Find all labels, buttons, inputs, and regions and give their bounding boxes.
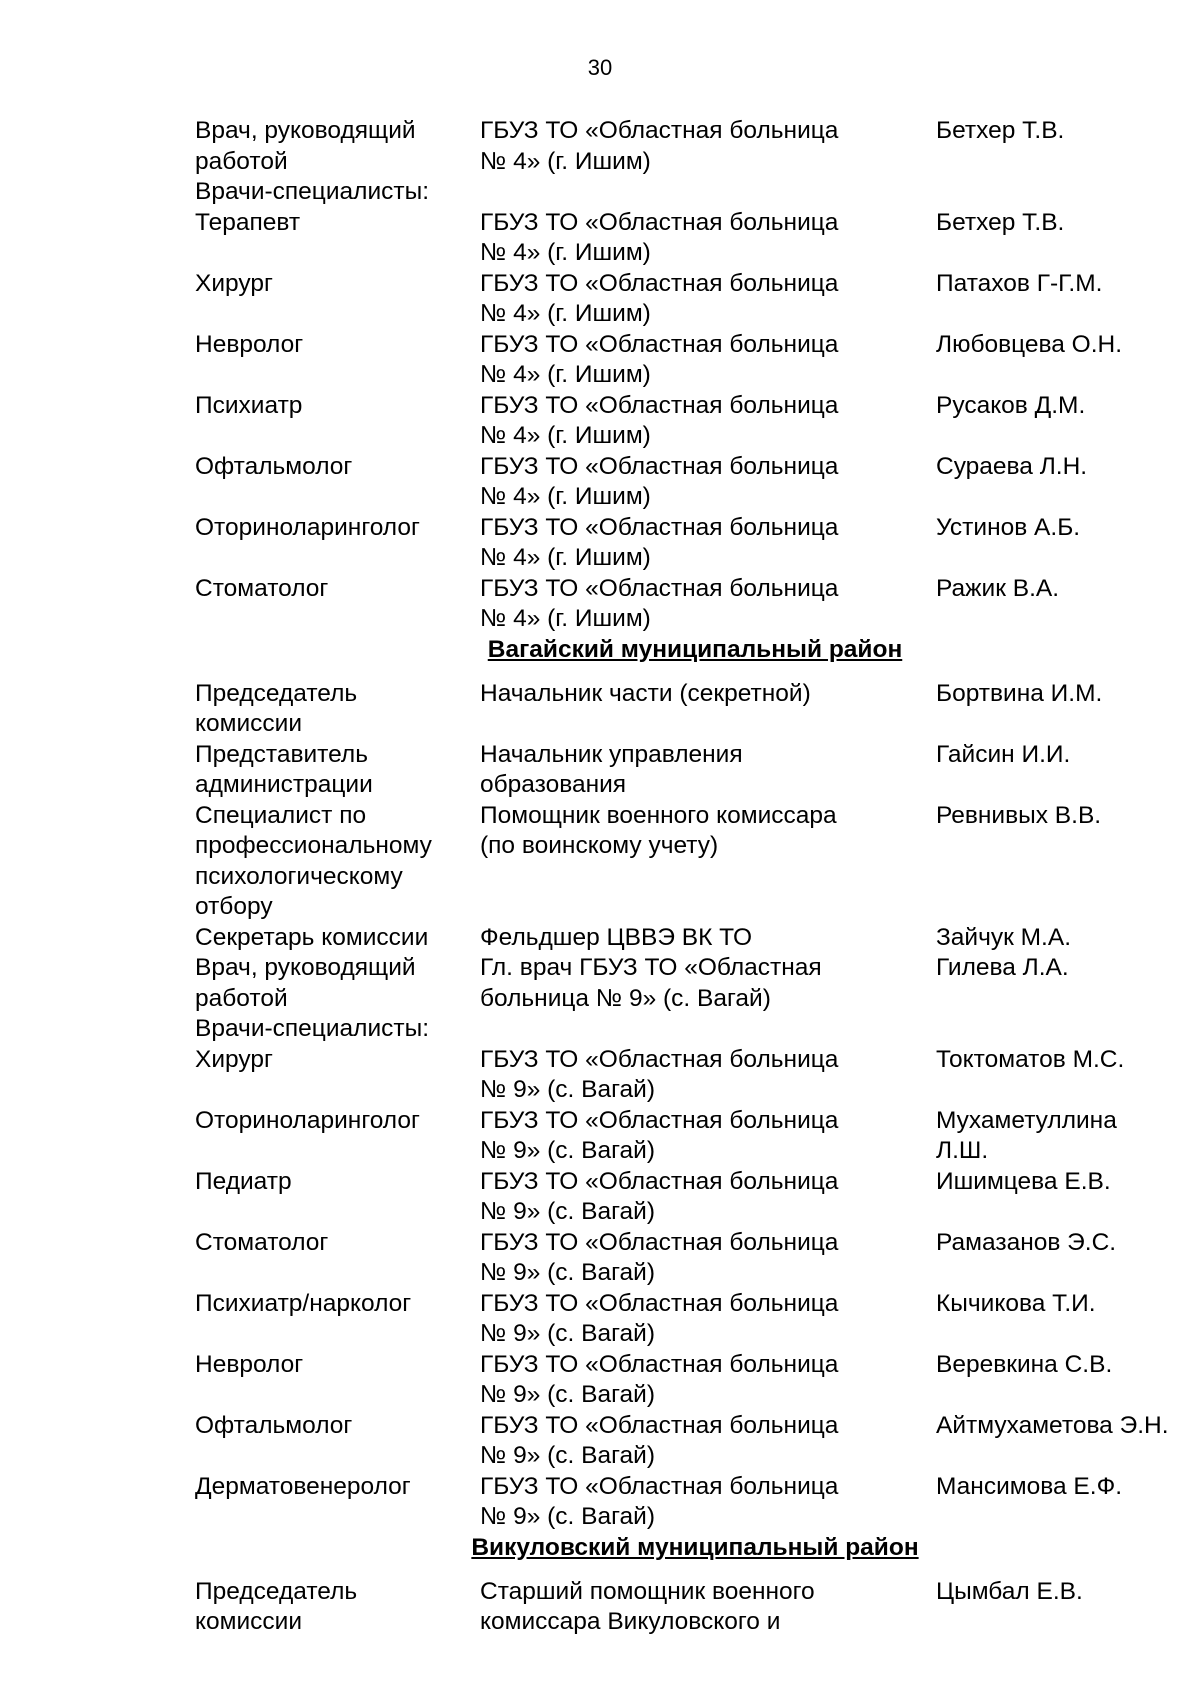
person-name-cell: Сураева Л.Н. — [936, 452, 1088, 480]
role-cell: Председатель комиссии — [195, 1577, 358, 1635]
person-name-cell: Зайчук М.А. — [936, 923, 1072, 951]
table-row — [195, 1045, 1195, 1106]
organization-cell: ГБУЗ ТО «Областная больница № 4» (г. Ишим) — [480, 513, 839, 571]
organization-cell: ГБУЗ ТО «Областная больница № 9» (с. Вагай) — [480, 1472, 839, 1530]
organization-cell: ГБУЗ ТО «Областная больница № 9» (с. Вагай) — [480, 1411, 839, 1469]
person-name-cell: Русаков Д.М. — [936, 391, 1086, 419]
district-section-header — [195, 635, 1195, 679]
person-name-cell: Гайсин И.И. — [936, 740, 1071, 768]
table-row — [195, 330, 1195, 391]
organization-cell: ГБУЗ ТО «Областная больница № 9» (с. Вагай) — [480, 1228, 839, 1286]
table-row — [195, 1350, 1195, 1411]
person-name-cell — [936, 1014, 1195, 1045]
person-name-cell: Рамазанов Э.С. — [936, 1228, 1117, 1256]
person-name-cell: Бетхер Т.В. — [936, 117, 1065, 144]
organization-cell: ГБУЗ ТО «Областная больница № 4» (г. Ишим) — [480, 330, 839, 388]
organization-cell: ГБУЗ ТО «Областная больница № 9» (с. Вагай) — [480, 1289, 839, 1347]
role-cell: Стоматолог — [195, 1228, 329, 1256]
organization-cell: Помощник военного комиссара (по воинскому учету) — [480, 801, 837, 859]
table-row — [195, 1411, 1195, 1472]
table-row — [195, 740, 1195, 801]
organization-cell: Начальник управления образования — [480, 740, 743, 798]
table-row — [195, 1228, 1195, 1289]
role-cell: Врачи-специалисты: — [195, 1015, 430, 1042]
district-title: Вагайский муниципальный район — [487, 635, 903, 663]
table-row — [195, 116, 1195, 177]
person-name-cell: Ревнивых В.В. — [936, 801, 1102, 829]
role-cell: Врач, руководящий работой — [195, 117, 416, 175]
person-name-cell: Гилева Л.А. — [936, 954, 1069, 981]
organization-cell: ГБУЗ ТО «Областная больница № 4» (г. Ишим) — [480, 391, 839, 449]
organization-cell — [480, 1014, 936, 1045]
role-cell: Представитель администрации — [195, 740, 373, 798]
district-title: Викуловский муниципальный район — [471, 1533, 919, 1561]
table-row — [195, 801, 1195, 923]
person-name-cell: Бетхер Т.В. — [936, 208, 1065, 236]
organization-cell: Старший помощник военного комиссара Викуловского и — [480, 1577, 815, 1635]
role-cell: Психиатр/нарколог — [195, 1289, 412, 1317]
role-cell: Стоматолог — [195, 574, 329, 602]
role-cell: Педиатр — [195, 1167, 292, 1195]
table-row — [195, 1577, 1195, 1638]
table-row — [195, 452, 1195, 513]
role-cell: Хирург — [195, 1045, 273, 1073]
person-name-cell: Ишимцева Е.В. — [936, 1167, 1111, 1195]
role-cell: Офтальмолог — [195, 452, 353, 480]
person-name-cell: Ражик В.А. — [936, 574, 1060, 602]
table-row — [195, 679, 1195, 740]
person-name-cell: Устинов А.Б. — [936, 513, 1081, 541]
commission-table-container — [195, 116, 1195, 1638]
role-cell: Оториноларинголог — [195, 1106, 420, 1134]
table-row — [195, 1014, 1195, 1045]
role-cell: Председатель комиссии — [195, 679, 358, 737]
table-row — [195, 269, 1195, 330]
organization-cell: ГБУЗ ТО «Областная больница № 9» (с. Вагай) — [480, 1106, 839, 1164]
table-row — [195, 1106, 1195, 1167]
role-cell: Секретарь комиссии — [195, 923, 429, 951]
organization-cell: Фельдшер ЦВВЭ ВК ТО — [480, 923, 753, 951]
organization-cell: ГБУЗ ТО «Областная больница № 4» (г. Ишим) — [480, 208, 839, 266]
table-row — [195, 391, 1195, 452]
role-cell: Невролог — [195, 1350, 304, 1378]
table-row — [195, 1289, 1195, 1350]
role-cell: Врач, руководящий работой — [195, 954, 416, 1012]
role-cell: Психиатр — [195, 391, 303, 419]
commission-table-body — [195, 116, 1195, 1638]
organization-cell: ГБУЗ ТО «Областная больница № 4» (г. Ишим) — [480, 452, 839, 510]
organization-cell: ГБУЗ ТО «Областная больница № 9» (с. Вагай) — [480, 1045, 839, 1103]
role-cell: Врачи-специалисты: — [195, 178, 430, 205]
table-row — [195, 208, 1195, 269]
person-name-cell: Кычикова Т.И. — [936, 1289, 1096, 1317]
organization-cell: ГБУЗ ТО «Областная больница № 9» (с. Вагай) — [480, 1167, 839, 1225]
person-name-cell: Мансимова Е.Ф. — [936, 1472, 1122, 1500]
person-name-cell — [936, 177, 1195, 208]
table-row — [195, 953, 1195, 1014]
role-cell: Дерматовенеролог — [195, 1472, 411, 1500]
table-row — [195, 1167, 1195, 1228]
district-section-header — [195, 1533, 1195, 1577]
person-name-cell: Бортвина И.М. — [936, 679, 1103, 707]
organization-cell: ГБУЗ ТО «Областная больница № 4» (г. Ишим) — [480, 117, 839, 175]
role-cell: Невролог — [195, 330, 304, 358]
person-name-cell: Патахов Г-Г.М. — [936, 269, 1103, 297]
table-row — [195, 574, 1195, 635]
person-name-cell: Мухаметуллина Л.Ш. — [936, 1106, 1117, 1164]
table-row — [195, 923, 1195, 954]
organization-cell — [480, 177, 936, 208]
table-row — [195, 177, 1195, 208]
table-row — [195, 513, 1195, 574]
table-row — [195, 1472, 1195, 1533]
organization-cell: ГБУЗ ТО «Областная больница № 4» (г. Ишим) — [480, 574, 839, 632]
person-name-cell: Цымбал Е.В. — [936, 1577, 1083, 1605]
person-name-cell: Любовцева О.Н. — [936, 330, 1123, 358]
role-cell: Специалист по профессиональному психологическому отбору — [195, 801, 432, 920]
person-name-cell: Токтоматов М.С. — [936, 1045, 1125, 1073]
role-cell: Хирург — [195, 269, 273, 297]
organization-cell: Начальник части (секретной) — [480, 679, 811, 707]
organization-cell: ГБУЗ ТО «Областная больница № 4» (г. Ишим) — [480, 269, 839, 327]
role-cell: Оториноларинголог — [195, 513, 420, 541]
commission-table — [195, 116, 1195, 1638]
organization-cell: ГБУЗ ТО «Областная больница № 9» (с. Вагай) — [480, 1350, 839, 1408]
person-name-cell: Айтмухаметова Э.Н. — [936, 1411, 1169, 1439]
organization-cell: Гл. врач ГБУЗ ТО «Областная больница № 9» (с. Вагай) — [480, 954, 822, 1012]
role-cell: Терапевт — [195, 208, 301, 236]
page-number: 30 — [587, 55, 613, 80]
role-cell: Офтальмолог — [195, 1411, 353, 1439]
person-name-cell: Веревкина С.В. — [936, 1350, 1113, 1378]
